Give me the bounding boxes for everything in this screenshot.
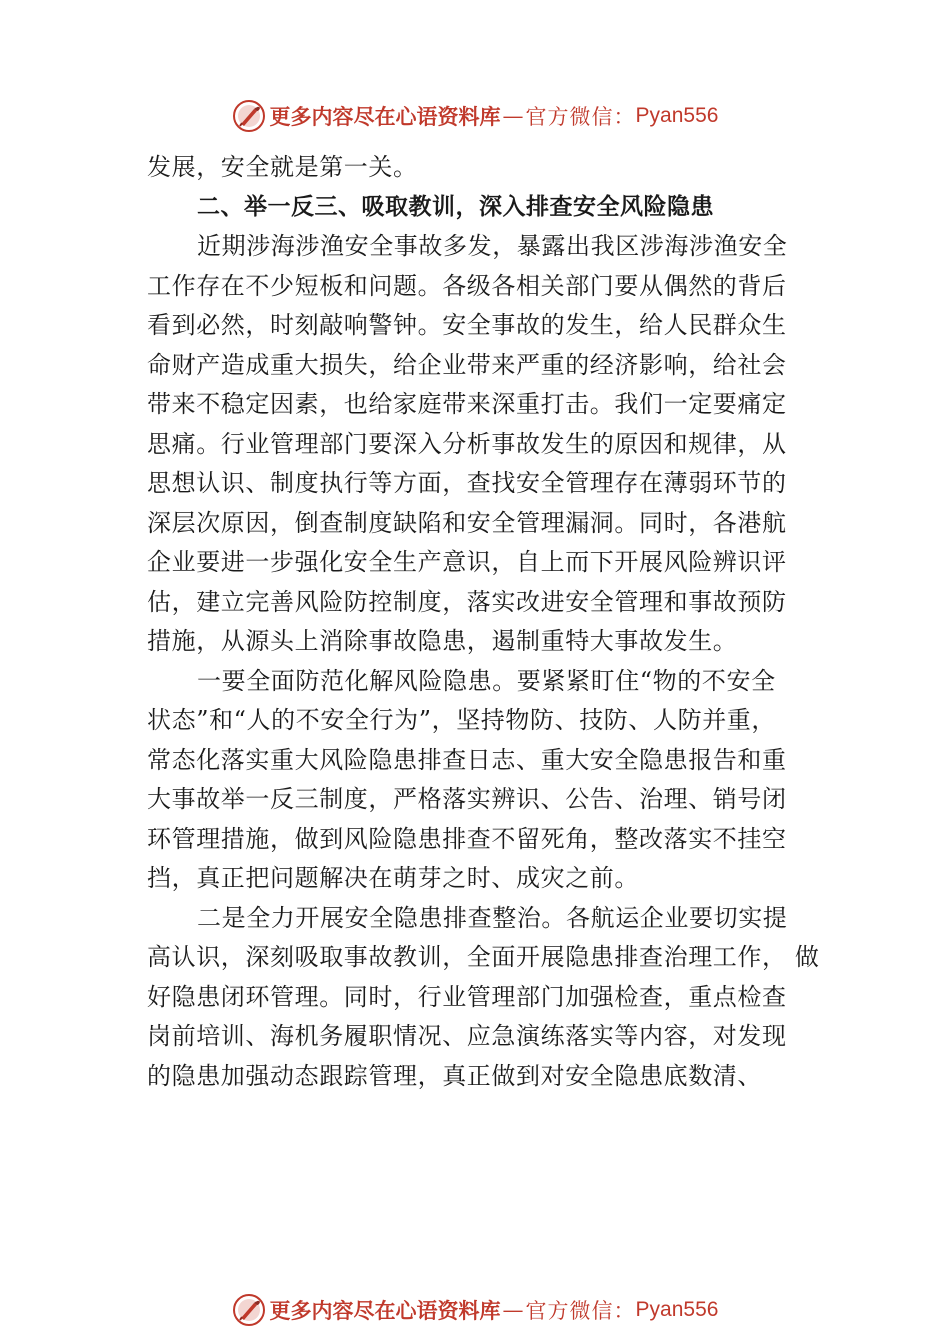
body-line: 挡，真正把问题解决在萌芽之时、成灾之前。 bbox=[147, 864, 639, 892]
watermark-dash: — bbox=[502, 104, 524, 128]
body-line: 二是全力开展安全隐患排查整治。各航运企业要切实提 bbox=[197, 903, 788, 932]
watermark-wechat-id: Pyan556 bbox=[635, 104, 719, 127]
body-line: 企业要进一步强化安全生产意识，自上而下开展风险辨识评 bbox=[147, 548, 787, 576]
body-line: 好隐患闭环管理。同时，行业管理部门加强检查，重点检查 bbox=[147, 982, 787, 1011]
watermark-brand: 更多内容尽在心语资料库 bbox=[269, 104, 501, 129]
body-line: 思痛。行业管理部门要深入分析事故发生的原因和规律，从 bbox=[147, 429, 787, 458]
body-line: 措施，从源头上消除事故隐患，遏制重特大事故发生。 bbox=[147, 627, 738, 655]
body-line: 发展，安全就是第一关。 bbox=[147, 153, 418, 181]
body-line: 大事故举一反三制度，严格落实辨识、公告、治理、销号闭 bbox=[147, 785, 787, 813]
quill-logo-icon bbox=[232, 99, 266, 133]
body-line: 工作存在不少短板和问题。各级各相关部门要从偶然的背后 bbox=[147, 271, 787, 300]
body-line: 估，建立完善风险防控制度，落实改进安全管理和事故预防 bbox=[147, 587, 787, 616]
body-line: 带来不稳定因素，也给家庭带来深重打击。我们一定要痛定 bbox=[147, 390, 787, 418]
watermark-official-label: 官方微信： bbox=[525, 105, 636, 129]
section-heading: 二、举一反三、吸取教训，深入排查安全风险隐患 bbox=[197, 193, 714, 220]
body-line: 环管理措施，做到风险隐患排查不留死角，整改落实不挂空 bbox=[147, 824, 787, 853]
body-line: 看到必然，时刻敲响警钟。安全事故的发生，给人民群众生 bbox=[147, 311, 787, 339]
watermark-dash: — bbox=[502, 1298, 524, 1322]
footer-watermark bbox=[0, 1290, 950, 1330]
watermark-brand: 更多内容尽在心语资料库 bbox=[269, 1298, 501, 1323]
body-line: 思想认识、制度执行等方面，查找安全管理存在薄弱环节的 bbox=[147, 469, 787, 497]
quill-logo-icon bbox=[232, 1293, 266, 1327]
body-line: 常态化落实重大风险隐患排查日志、重大安全隐患报告和重 bbox=[147, 745, 787, 774]
watermark-official-label: 官方微信： bbox=[525, 1299, 636, 1323]
watermark-wechat-id: Pyan556 bbox=[635, 1298, 719, 1321]
body-line: 的隐患加强动态跟踪管理，真正做到对安全隐患底数清、 bbox=[147, 1061, 762, 1090]
body-line: 高认识，深刻吸取事故教训，全面开展隐患排查治理工作， 做 bbox=[147, 943, 820, 971]
header-watermark bbox=[0, 96, 950, 136]
body-line: 状态”和“人的不安全行为”，坚持物防、技防、人防并重， bbox=[147, 706, 777, 734]
body-line: 一要全面防范化解风险隐患。要紧紧盯住“物的不安全 bbox=[197, 666, 776, 695]
body-line: 岗前培训、海机务履职情况、应急演练落实等内容，对发现 bbox=[147, 1022, 787, 1050]
document-body bbox=[147, 148, 820, 1096]
body-line: 近期涉海涉渔安全事故多发，暴露出我区涉海涉渔安全 bbox=[197, 232, 788, 260]
body-line: 命财产造成重大损失，给企业带来严重的经济影响，给社会 bbox=[147, 350, 787, 379]
body-line: 深层次原因，倒查制度缺陷和安全管理漏洞。同时，各港航 bbox=[147, 508, 787, 537]
